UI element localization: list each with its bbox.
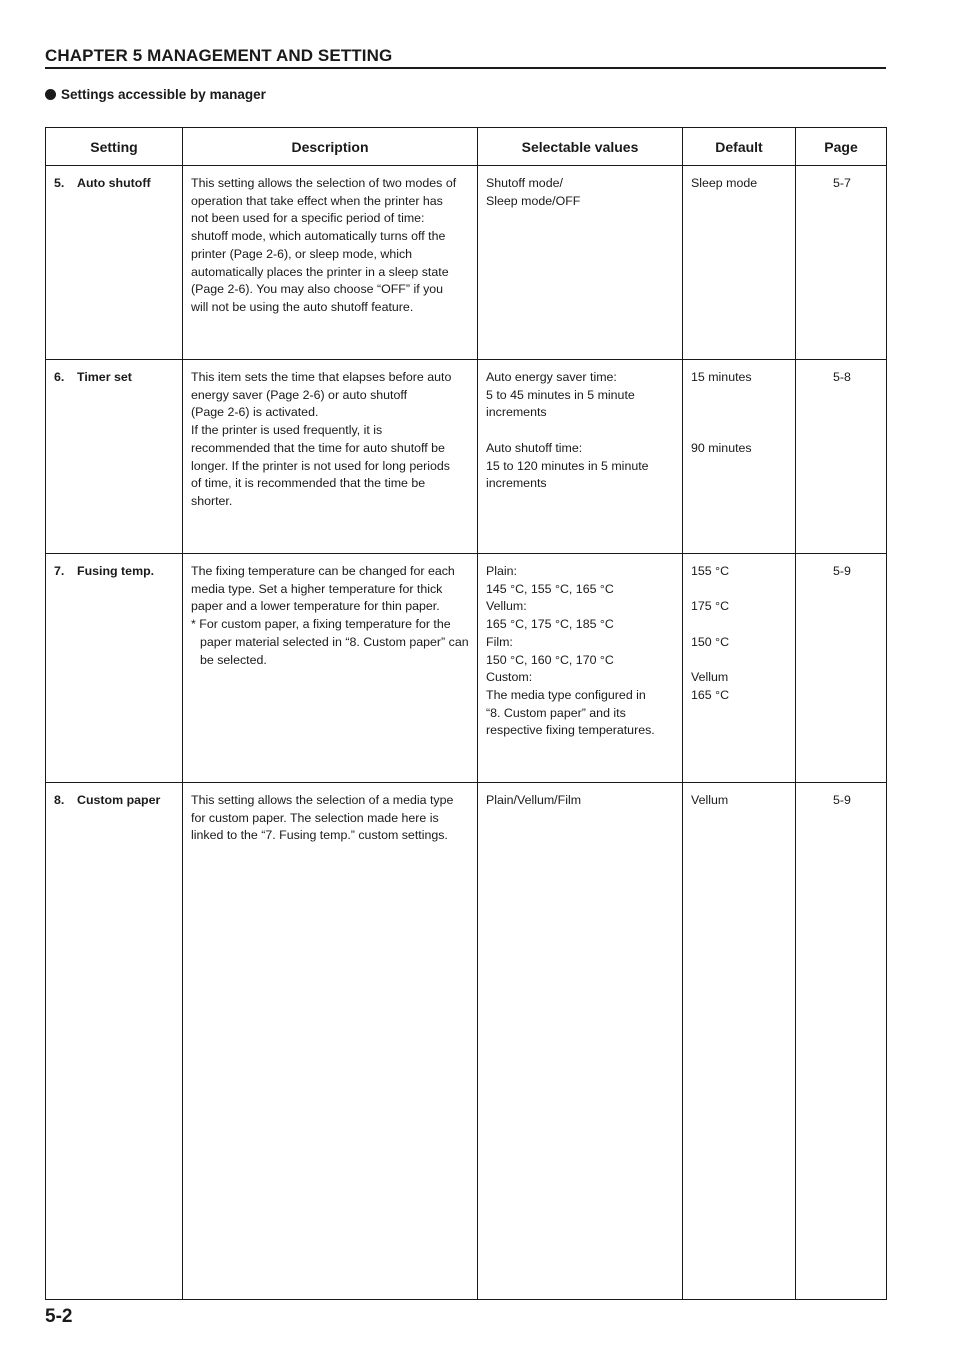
spacer [486, 422, 676, 440]
setting-name: Custom paper [77, 793, 161, 807]
default-cell [683, 783, 796, 1300]
column-header-description: Description [183, 128, 478, 166]
spacer [691, 651, 789, 669]
spacer [691, 404, 789, 422]
setting-cell [46, 783, 183, 1300]
table-row [46, 166, 887, 360]
spacer [691, 387, 789, 405]
values-cell [478, 783, 683, 1300]
value-line: The media type configured in [486, 687, 646, 702]
description-line: linked to the “7. Fusing temp.” custom settings. [191, 828, 448, 843]
description-line: printer (Page 2-6), or sleep mode, which [191, 246, 413, 261]
description-note: * For custom paper, a fixing temperature for the paper material selected in “8. Custom paper” can be selected. [191, 617, 469, 667]
values-cell [478, 166, 683, 360]
value-line: Plain: [486, 564, 517, 578]
description-line: This setting allows the selection of two modes of [191, 176, 457, 190]
value-line: 150 °C, 160 °C, 170 °C [486, 652, 614, 667]
column-header-setting: Setting [46, 128, 183, 166]
default-line: 150 °C [691, 634, 730, 649]
description-line: shutoff mode, which automatically turns off the [191, 229, 446, 244]
description-line: The fixing temperature can be changed for each [191, 564, 455, 578]
bullet-icon [45, 89, 56, 100]
section-heading [45, 86, 266, 104]
default-cell [683, 554, 796, 783]
default-line: 90 minutes [691, 440, 752, 455]
value-line: Vellum: [486, 599, 527, 614]
table-row [46, 783, 887, 1300]
default-cell [683, 166, 796, 360]
default-line: 175 °C [691, 599, 730, 614]
value-line: increments [486, 476, 547, 491]
description-line: of time, it is recommended that the time be [191, 476, 426, 491]
description-line: (Page 2-6) is activated. [191, 405, 319, 420]
description-line: automatically places the printer in a sleep state [191, 264, 449, 279]
value-line: 165 °C, 175 °C, 185 °C [486, 617, 614, 632]
description-line: energy saver (Page 2-6) or auto shutoff [191, 387, 408, 402]
setting-number: 8. [54, 793, 65, 807]
description-line: recommended that the time for auto shutoff be [191, 440, 445, 455]
column-header-values: Selectable values [478, 128, 683, 166]
spacer [691, 581, 789, 599]
values-cell [478, 360, 683, 554]
value-line: 15 to 120 minutes in 5 minute [486, 458, 649, 473]
value-line: Film: [486, 634, 513, 649]
value-line: Shutoff mode/ [486, 176, 563, 190]
value-line: Sleep mode/OFF [486, 193, 581, 208]
setting-name: Fusing temp. [77, 564, 155, 578]
setting-cell [46, 554, 183, 783]
description-line: longer. If the printer is not used for long periods [191, 458, 450, 473]
default-cell [683, 360, 796, 554]
description-line: This setting allows the selection of a media type [191, 793, 454, 807]
section-heading-text: Settings accessible by manager [61, 87, 266, 102]
value-line: increments [486, 405, 547, 420]
value-line: Plain/Vellum/Film [486, 793, 582, 807]
column-header-page: Page [796, 128, 887, 166]
default-line: 15 minutes [691, 370, 752, 384]
description-line: media type. Set a higher temperature for thick [191, 581, 443, 596]
description-line: shorter. [191, 493, 233, 508]
column-header-default: Default [683, 128, 796, 166]
value-line: Auto shutoff time: [486, 440, 583, 455]
value-line: “8. Custom paper” and its [486, 705, 626, 720]
spacer [691, 616, 789, 634]
default-line: Vellum [691, 670, 729, 685]
page-cell: 5-9 [796, 783, 887, 1300]
table-header-row [46, 128, 887, 166]
setting-cell [46, 360, 183, 554]
description-line: If the printer is used frequently, it is [191, 423, 383, 438]
page-cell: 5-7 [796, 166, 887, 360]
default-line: Vellum [691, 793, 729, 807]
description-cell [183, 554, 478, 783]
value-line: 145 °C, 155 °C, 165 °C [486, 581, 614, 596]
value-line: respective fixing temperatures. [486, 723, 655, 738]
description-line: will not be using the auto shutoff feature. [191, 299, 414, 314]
default-line: 165 °C [691, 687, 730, 702]
description-line: (Page 2-6). You may also choose “OFF” if you [191, 282, 444, 297]
description-line: for custom paper. The selection made here is [191, 810, 439, 825]
description-cell [183, 166, 478, 360]
description-cell [183, 783, 478, 1300]
description-cell [183, 360, 478, 554]
description-line: This item sets the time that elapses before auto [191, 370, 452, 384]
settings-table [45, 127, 887, 1300]
page-cell: 5-8 [796, 360, 887, 554]
description-line: operation that take effect when the printer has [191, 193, 443, 208]
table-row [46, 360, 887, 554]
value-line: Auto energy saver time: [486, 370, 617, 384]
value-line: Custom: [486, 670, 533, 685]
setting-number: 6. [54, 370, 65, 384]
default-line: Sleep mode [691, 176, 758, 190]
values-cell [478, 554, 683, 783]
default-line: 155 °C [691, 564, 730, 578]
description-line: not been used for a specific period of time: [191, 211, 425, 226]
page-number: 5-2 [45, 1306, 73, 1327]
spacer [691, 422, 789, 440]
setting-cell [46, 166, 183, 360]
setting-number: 7. [54, 564, 65, 578]
page-cell: 5-9 [796, 554, 887, 783]
chapter-title: CHAPTER 5 MANAGEMENT AND SETTING [45, 46, 886, 69]
description-line: paper and a lower temperature for thin paper. [191, 599, 440, 614]
setting-number: 5. [54, 176, 65, 190]
setting-name: Timer set [77, 370, 132, 384]
value-line: 5 to 45 minutes in 5 minute [486, 387, 635, 402]
table-row [46, 554, 887, 783]
setting-name: Auto shutoff [77, 176, 151, 190]
